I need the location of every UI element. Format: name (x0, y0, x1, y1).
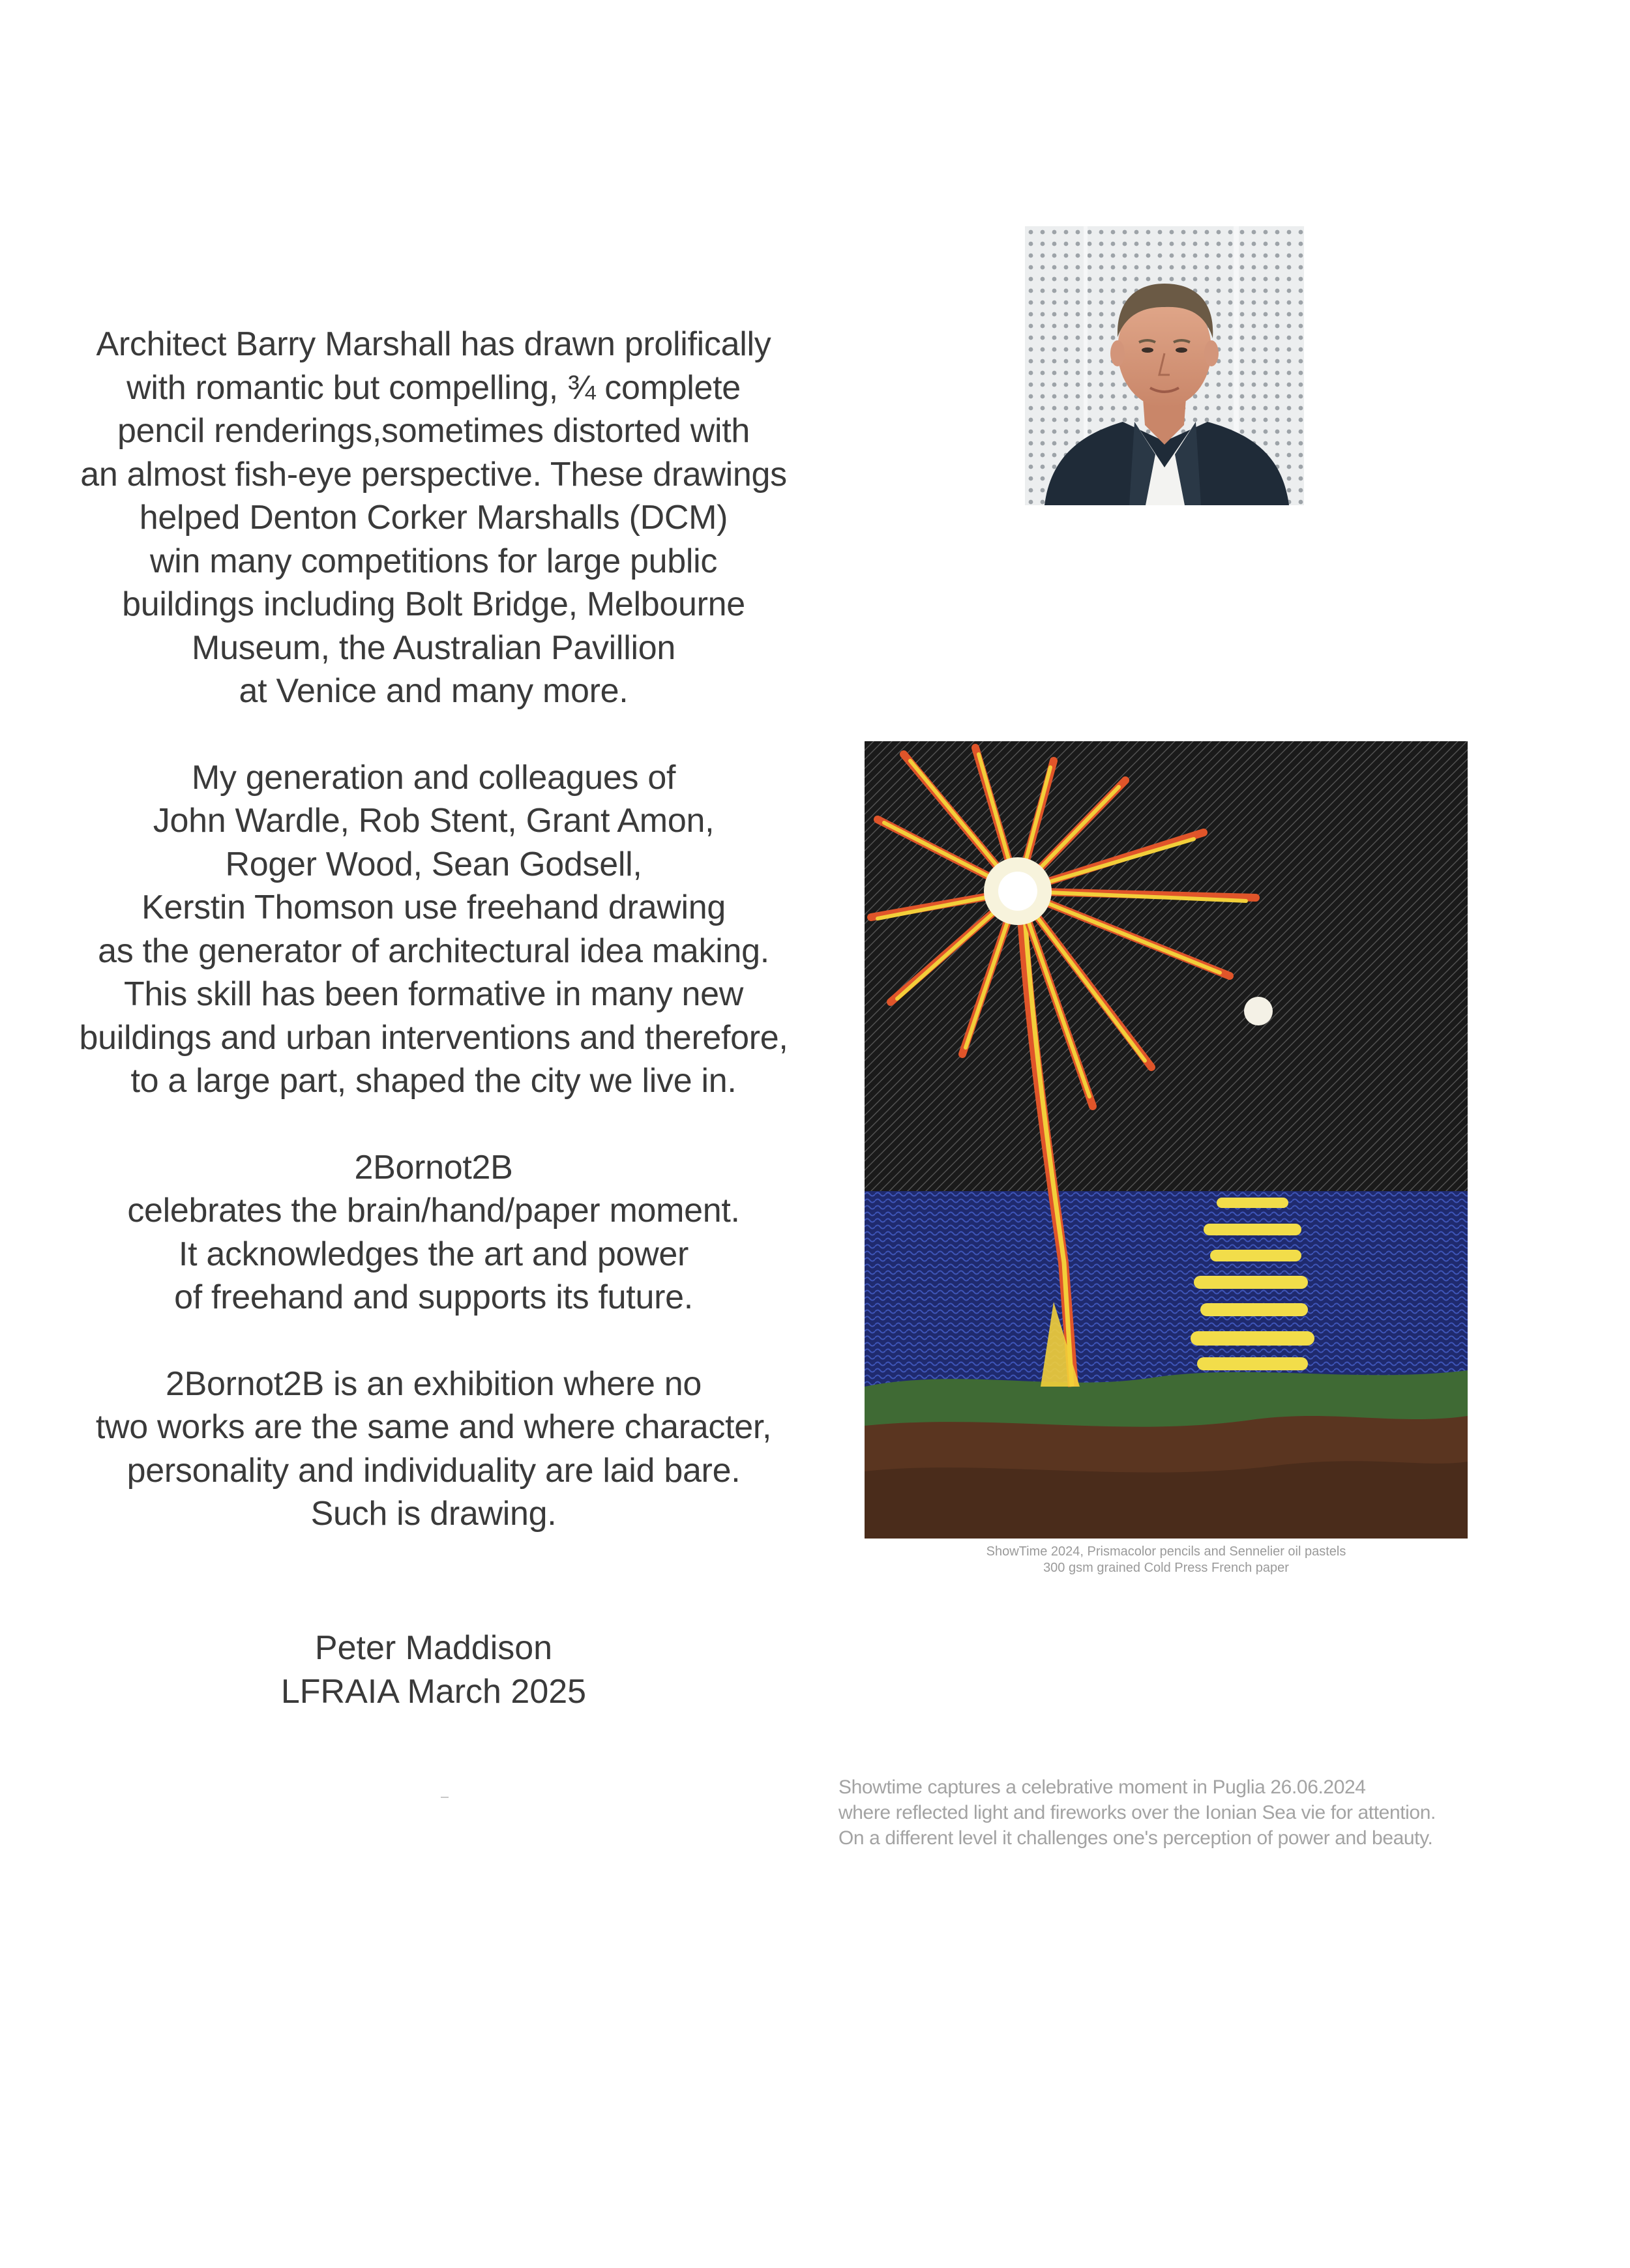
essay-line: win many competitions for large public (149, 542, 718, 580)
artwork-illustration (865, 741, 1468, 1539)
essay-line: personality and individuality are laid bare. (126, 1451, 741, 1490)
author-credentials: LFRAIA March 2025 (280, 1672, 587, 1711)
essay-line: My generation and colleagues of (191, 758, 676, 797)
essay-line: celebrates the brain/hand/paper moment. (127, 1192, 740, 1230)
essay-paragraph-2 (59, 756, 808, 1103)
essay-paragraph-3 (59, 1146, 808, 1319)
artwork-caption (865, 1544, 1468, 1576)
essay-line: 2Bornot2B (354, 1148, 513, 1186)
portrait-photo (1025, 226, 1304, 505)
essay-line: pencil renderings,sometimes distorted with (117, 412, 750, 450)
essay-line: Such is drawing. (310, 1495, 557, 1533)
stray-dash-mark (441, 1797, 449, 1798)
essay-line: helped Denton Corker Marshalls (DCM) (139, 499, 728, 537)
artwork-caption-line: 300 gsm grained Cold Press French paper (1043, 1561, 1289, 1575)
artwork-note-line: Showtime captures a celebrative moment in Puglia 26.06.2024 (838, 1776, 1366, 1798)
essay-line: with romantic but compelling, ¾ complete (126, 368, 741, 407)
essay-line: an almost fish-eye perspective. These drawings (80, 455, 787, 493)
essay-line: buildings including Bolt Bridge, Melbourne (122, 585, 745, 623)
essay-line: Kerstin Thomson use freehand drawing (141, 889, 726, 926)
essay-text (59, 323, 808, 1579)
essay-line: Roger Wood, Sean Godsell, (225, 845, 642, 883)
portrait-illustration (1025, 226, 1304, 505)
author-name: Peter Maddison (314, 1629, 553, 1667)
essay-line: of freehand and supports its future. (174, 1278, 693, 1316)
artwork-note (838, 1775, 1490, 1851)
artwork-caption-line: ShowTime 2024, Prismacolor pencils and Sennelier oil pastels (986, 1544, 1346, 1559)
essay-line: to a large part, shaped the city we live in. (130, 1062, 737, 1100)
essay-line: buildings and urban interventions and therefore, (79, 1018, 788, 1057)
essay-line: This skill has been formative in many new (123, 975, 744, 1013)
signature-block (59, 1627, 808, 1713)
essay-line: two works are the same and where character, (95, 1408, 772, 1446)
essay-line: Museum, the Australian Pavillion (192, 628, 675, 667)
essay-line: It acknowledges the art and power (178, 1235, 689, 1273)
essay-line: Architect Barry Marshall has drawn prolifically (96, 325, 771, 363)
essay-line: 2Bornot2B is an exhibition where no (165, 1364, 702, 1403)
essay-paragraph-4 (59, 1362, 808, 1536)
artwork-showtime (865, 741, 1468, 1539)
essay-line: at Venice and many more. (239, 672, 629, 710)
essay-paragraph-1 (59, 323, 808, 713)
essay-line: John Wardle, Rob Stent, Grant Amon, (153, 802, 715, 840)
artwork-note-line: On a different level it challenges one's perception of power and beauty. (838, 1827, 1433, 1849)
artwork-note-line: where reflected light and fireworks over the Ionian Sea vie for attention. (838, 1802, 1436, 1823)
essay-line: as the generator of architectural idea making. (98, 932, 769, 970)
